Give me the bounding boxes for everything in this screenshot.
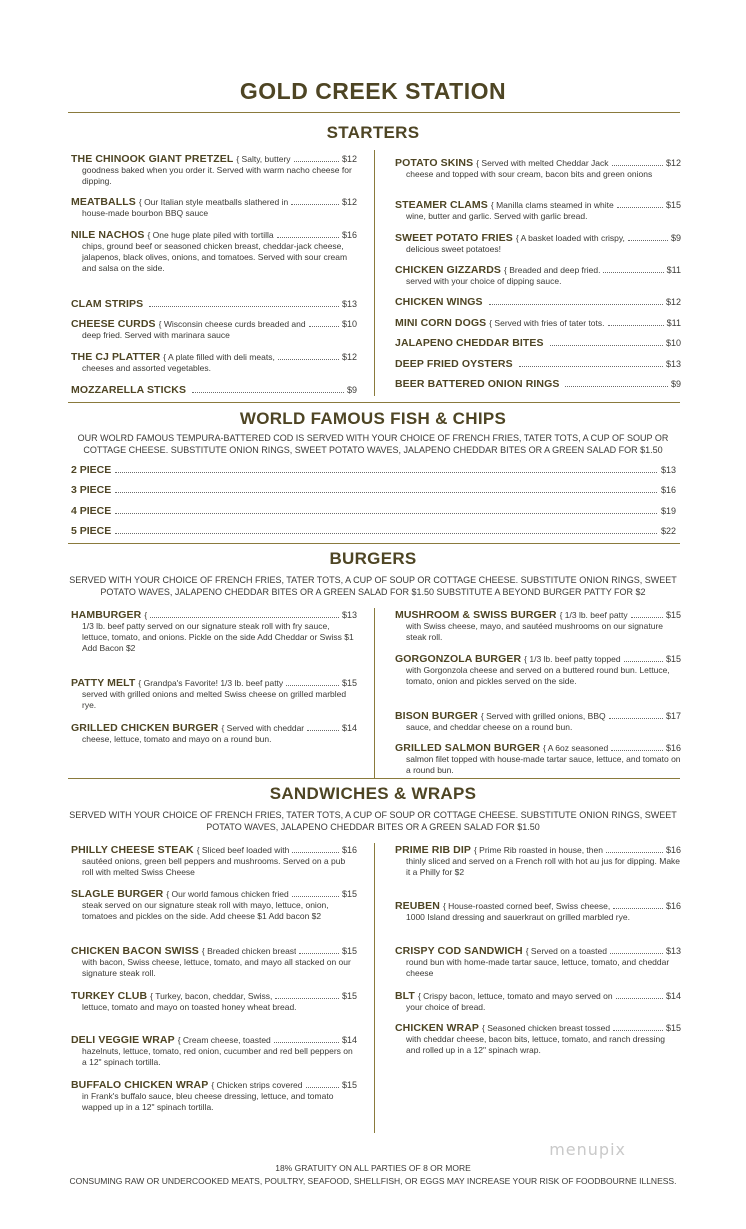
item-lead-text: { House-roasted corned beef, Swiss cheese, bbox=[442, 901, 611, 911]
item-price: $13 bbox=[665, 359, 681, 369]
item-name: SWEET POTATO FRIES bbox=[395, 232, 513, 244]
item-description: goodness baked when you order it. Served with warm nacho cheese for dipping. bbox=[82, 165, 352, 186]
item-price: $13 bbox=[665, 946, 681, 956]
item-description: served with grilled onions and melted Swiss cheese on grilled marbled rye. bbox=[82, 689, 347, 710]
menu-item bbox=[395, 297, 681, 308]
item-name: GRILLED SALMON BURGER bbox=[395, 742, 541, 754]
item-name: HAMBURGER bbox=[71, 609, 142, 621]
item-description: sauce, and cheddar cheese on a round bun. bbox=[406, 722, 573, 732]
item-price: $16 bbox=[665, 845, 681, 855]
leader-dots bbox=[608, 325, 664, 326]
leader-dots bbox=[609, 718, 663, 719]
item-name: THE CJ PLATTER bbox=[71, 351, 161, 363]
fish-item-name: 5 PIECE bbox=[71, 525, 112, 537]
menu-item bbox=[71, 845, 357, 878]
burgers-heading: BURGERS bbox=[329, 549, 417, 568]
item-lead-text: { A 6oz seasoned bbox=[543, 743, 609, 753]
leader-dots bbox=[274, 1042, 339, 1043]
leader-dots bbox=[307, 730, 339, 731]
item-name: BISON BURGER bbox=[395, 710, 478, 722]
item-description: house-made bourbon BBQ sauce bbox=[82, 208, 209, 218]
item-description: 1000 Island dressing and sauerkraut on grilled marbled rye. bbox=[406, 912, 630, 922]
item-price: $11 bbox=[666, 318, 681, 328]
item-price: $15 bbox=[341, 946, 357, 956]
column-divider bbox=[374, 150, 375, 396]
item-name: NILE NACHOS bbox=[71, 229, 145, 241]
item-name: GRILLED CHICKEN BURGER bbox=[71, 722, 219, 734]
item-name: BEER BATTERED ONION RINGS bbox=[395, 378, 560, 390]
leader-dots bbox=[292, 896, 339, 897]
page-title: GOLD CREEK STATION bbox=[239, 78, 507, 104]
item-name: STEAMER CLAMS bbox=[395, 199, 488, 211]
menu-item bbox=[71, 946, 357, 979]
menu-item bbox=[71, 352, 357, 374]
leader-dots bbox=[610, 953, 663, 954]
item-price: $12 bbox=[341, 197, 357, 207]
menu-item bbox=[71, 197, 357, 219]
item-name: CHEESE CURDS bbox=[71, 318, 156, 330]
item-name: TURKEY CLUB bbox=[71, 990, 148, 1002]
menu-item bbox=[395, 379, 681, 390]
item-name: JALAPENO CHEDDAR BITES bbox=[395, 337, 544, 349]
leader-dots bbox=[628, 240, 668, 241]
leader-dots bbox=[624, 661, 663, 662]
menu-item bbox=[395, 743, 681, 776]
item-lead-text: { Crispy bacon, lettuce, tomato and mayo served on bbox=[417, 991, 613, 1001]
menu-item bbox=[71, 385, 357, 396]
item-name: BLT bbox=[395, 990, 415, 1002]
item-name: THE CHINOOK GIANT PRETZEL bbox=[71, 153, 234, 165]
leader-dots bbox=[299, 953, 339, 954]
fish-item-price: $16 bbox=[660, 485, 676, 495]
item-price: $12 bbox=[341, 352, 357, 362]
item-price: $15 bbox=[341, 991, 357, 1001]
menu-item bbox=[395, 158, 681, 180]
leader-dots bbox=[612, 165, 663, 166]
item-price: $12 bbox=[665, 297, 681, 307]
item-description: thinly sliced and served on a French roll with hot au jus for dipping. Make it a Philly for $2 bbox=[406, 856, 681, 877]
item-name: MEATBALLS bbox=[71, 196, 136, 208]
item-name: PRIME RIB DIP bbox=[395, 844, 471, 856]
item-description: with Gorgonzola cheese and served on a buttered round bun. Lettuce, tomato, onion and pickles served on the side. bbox=[406, 665, 670, 686]
item-price: $12 bbox=[341, 154, 357, 164]
sandwiches-heading: SANDWICHES & WRAPS bbox=[269, 784, 477, 803]
item-description: salmon filet topped with house-made tartar sauce, lettuce, and tomato on a round bun. bbox=[406, 754, 681, 775]
watermark-logo: menupix bbox=[549, 1140, 626, 1159]
menu-item bbox=[395, 338, 681, 349]
item-price: $14 bbox=[341, 1035, 357, 1045]
item-name: SLAGLE BURGER bbox=[71, 888, 164, 900]
menu-item bbox=[395, 991, 681, 1013]
item-name: MOZZARELLA STICKS bbox=[71, 384, 187, 396]
leader-dots bbox=[309, 326, 339, 327]
item-lead-text: { Breaded and deep fried. bbox=[504, 265, 601, 275]
item-description: delicious sweet potatoes! bbox=[406, 244, 501, 254]
item-lead-text: { Wisconsin cheese curds breaded and bbox=[158, 319, 306, 329]
fish-item bbox=[71, 464, 676, 476]
item-description: with Swiss cheese, mayo, and sautéed mushrooms on our signature steak roll. bbox=[406, 621, 664, 642]
menu-item bbox=[395, 654, 681, 687]
item-description: lettuce, tomato and mayo on toasted honey wheat bread. bbox=[82, 1002, 297, 1012]
item-lead-text: { Grandpa's Favorite! 1/3 lb. beef patty bbox=[138, 678, 284, 688]
item-lead-text: { Manilla clams steamed in white bbox=[490, 200, 614, 210]
item-name: CHICKEN WRAP bbox=[395, 1022, 480, 1034]
divider bbox=[68, 543, 680, 544]
menu-item bbox=[71, 889, 357, 922]
menu-item bbox=[71, 230, 357, 274]
item-lead-text: { Served on a toasted bbox=[525, 946, 607, 956]
item-description: steak served on our signature steak roll with mayo, lettuce, onion, tomatoes and pickles on the side. Add cheese $1 Add bacon $2 bbox=[82, 900, 329, 921]
leader-dots bbox=[613, 1030, 663, 1031]
item-price: $16 bbox=[341, 230, 357, 240]
leader-dots bbox=[192, 392, 344, 393]
item-name: REUBEN bbox=[395, 900, 440, 912]
item-description: hazelnuts, lettuce, tomato, red onion, cucumber and red bell peppers on a 12" spinach tortilla. bbox=[82, 1046, 353, 1067]
item-price: $15 bbox=[665, 1023, 681, 1033]
menu-item bbox=[71, 991, 357, 1013]
item-price: $14 bbox=[341, 723, 357, 733]
item-description: with cheddar cheese, bacon bits, lettuce, tomato, and ranch dressing and rolled up in a 12" spinach wrap. bbox=[406, 1034, 665, 1055]
item-price: $15 bbox=[665, 654, 681, 664]
item-lead-text: { Served with fries of tater tots. bbox=[489, 318, 605, 328]
fish-item bbox=[71, 525, 676, 537]
column-divider bbox=[374, 608, 375, 778]
fish-item-name: 2 PIECE bbox=[71, 464, 112, 476]
health-warning: CONSUMING RAW OR UNDERCOOKED MEATS, POULTRY, SEAFOOD, SHELLFISH, OR EGGS MAY INCREASE YOUR RISK OF FOODBOURNE ILLNESS. bbox=[69, 1176, 677, 1186]
item-lead-text: { 1/3 lb. beef patty bbox=[559, 610, 628, 620]
item-description: in Frank's buffalo sauce, bleu cheese dressing, lettuce, and tomato wapped up in a 12" spinach tortilla. bbox=[82, 1091, 334, 1112]
item-name: BUFFALO CHICKEN WRAP bbox=[71, 1079, 209, 1091]
leader-dots bbox=[115, 533, 657, 534]
item-lead-text: { Chicken strips covered bbox=[211, 1080, 303, 1090]
item-price: $11 bbox=[666, 265, 681, 275]
fish-item-price: $19 bbox=[660, 506, 676, 516]
item-lead-text: { Seasoned chicken breast tossed bbox=[482, 1023, 611, 1033]
item-price: $16 bbox=[341, 845, 357, 855]
item-price: $16 bbox=[665, 743, 681, 753]
leader-dots bbox=[292, 852, 339, 853]
item-description: sautéed onions, green bell peppers and mushrooms. Served on a pub roll with melted Swiss Cheese bbox=[82, 856, 346, 877]
fish-item-price: $13 bbox=[660, 465, 676, 475]
fish-item bbox=[71, 505, 676, 517]
leader-dots bbox=[277, 237, 339, 238]
item-price: $15 bbox=[665, 200, 681, 210]
fish-item bbox=[71, 484, 676, 496]
item-price: $9 bbox=[346, 385, 357, 395]
leader-dots bbox=[275, 998, 339, 999]
leader-dots bbox=[519, 366, 663, 367]
item-lead-text: { Salty, buttery bbox=[236, 154, 291, 164]
leader-dots bbox=[286, 685, 339, 686]
item-price: $15 bbox=[341, 678, 357, 688]
item-price: $12 bbox=[665, 158, 681, 168]
item-name: CHICKEN GIZZARDS bbox=[395, 264, 502, 276]
menu-item bbox=[395, 265, 681, 287]
item-lead-text: { 1/3 lb. beef patty topped bbox=[524, 654, 621, 664]
leader-dots bbox=[603, 272, 663, 273]
item-price: $9 bbox=[670, 379, 681, 389]
menu-item bbox=[395, 318, 681, 329]
leader-dots bbox=[306, 1087, 339, 1088]
leader-dots bbox=[616, 998, 663, 999]
leader-dots bbox=[550, 345, 663, 346]
fish-item-name: 3 PIECE bbox=[71, 484, 112, 496]
divider bbox=[68, 112, 680, 113]
divider bbox=[68, 778, 680, 779]
item-lead-text: { A basket loaded with crispy, bbox=[515, 233, 625, 243]
fish-item-price: $22 bbox=[660, 526, 676, 536]
sandwiches-description: SERVED WITH YOUR CHOICE OF FRENCH FRIES, TATER TOTS, A CUP OF SOUP OR COTTAGE CHEESE. SUBSTITUTE ONION RINGS, SWEET POTATO WAVES, JALAPENO CHEDDAR BITES OR A GREEN SALAD FOR $1.50 bbox=[69, 810, 677, 832]
item-lead-text: { Prime Rib roasted in house, then bbox=[473, 845, 603, 855]
item-description: chips, ground beef or seasoned chicken breast, cheddar-jack cheese, jalapenos, black olives, onions, and tomatoes. Served with sour cream and salsa on the side. bbox=[82, 241, 348, 273]
leader-dots bbox=[611, 750, 663, 751]
item-lead-text: { Our Italian style meatballs slathered in bbox=[138, 197, 289, 207]
item-description: your choice of bread. bbox=[406, 1002, 486, 1012]
fish-description: OUR WOLRD FAMOUS TEMPURA-BATTERED COD IS SERVED WITH YOUR CHOICE OF FRENCH FRIES, TATER TOTS, A CUP OF SOUP OR COTTAGE CHEESE. SUBSTITUTE ONION RINGS, SWEET POTATO WAVES, JALAPENO CHEDDAR BITES OR A GREEN SALAD FOR $1.50 bbox=[77, 433, 669, 455]
leader-dots bbox=[150, 617, 339, 618]
item-name: CHICKEN BACON SWISS bbox=[71, 945, 199, 957]
item-lead-text: { Sliced beef loaded with bbox=[196, 845, 290, 855]
menu-item bbox=[395, 946, 681, 979]
starters-heading: STARTERS bbox=[326, 123, 420, 142]
leader-dots bbox=[489, 304, 663, 305]
item-name: DELI VEGGIE WRAP bbox=[71, 1034, 175, 1046]
leader-dots bbox=[115, 492, 657, 493]
item-description: with bacon, Swiss cheese, lettuce, tomato, and mayo all stacked on our signature steak roll. bbox=[82, 957, 351, 978]
menu-item bbox=[71, 723, 357, 745]
menu-item bbox=[395, 200, 681, 222]
item-price: $15 bbox=[665, 610, 681, 620]
item-description: 1/3 lb. beef patty served on our signature steak roll with fry sauce, lettuce, tomato, and onions. Pickle on the side Add Cheddar or Swiss $1 Add Bacon $2 bbox=[82, 621, 354, 653]
leader-dots bbox=[291, 204, 339, 205]
menu-item bbox=[395, 610, 681, 643]
item-name: POTATO SKINS bbox=[395, 157, 474, 169]
item-price: $13 bbox=[341, 610, 357, 620]
item-name: DEEP FRIED OYSTERS bbox=[395, 358, 513, 370]
item-name: MUSHROOM & SWISS BURGER bbox=[395, 609, 557, 621]
item-lead-text: { Served with cheddar bbox=[221, 723, 305, 733]
item-name: CHICKEN WINGS bbox=[395, 296, 483, 308]
item-price: $10 bbox=[665, 338, 681, 348]
item-lead-text: { Breaded chicken breast bbox=[201, 946, 297, 956]
item-price: $13 bbox=[341, 299, 357, 309]
item-name: GORGONZOLA BURGER bbox=[395, 653, 522, 665]
item-price: $16 bbox=[665, 901, 681, 911]
menu-item bbox=[71, 299, 357, 310]
menu-item bbox=[395, 711, 681, 733]
item-lead-text: { Served with melted Cheddar Jack bbox=[476, 158, 609, 168]
item-lead-text: { bbox=[144, 610, 148, 620]
item-lead-text: { Cream cheese, toasted bbox=[177, 1035, 271, 1045]
fish-heading: WORLD FAMOUS FISH & CHIPS bbox=[239, 409, 507, 428]
item-price: $14 bbox=[665, 991, 681, 1001]
leader-dots bbox=[606, 852, 663, 853]
leader-dots bbox=[613, 908, 663, 909]
fish-item-name: 4 PIECE bbox=[71, 505, 112, 517]
divider bbox=[68, 402, 680, 403]
item-name: CRISPY COD SANDWICH bbox=[395, 945, 523, 957]
item-description: deep fried. Served with marinara sauce bbox=[82, 330, 230, 340]
menu-item bbox=[71, 610, 357, 654]
item-description: cheese, lettuce, tomato and mayo on a round bun. bbox=[82, 734, 272, 744]
menu-item bbox=[395, 901, 681, 923]
gratuity-note: 18% GRATUITY ON ALL PARTIES OF 8 OR MORE bbox=[275, 1163, 471, 1173]
menu-item bbox=[395, 1023, 681, 1056]
column-divider bbox=[374, 843, 375, 1133]
item-name: CLAM STRIPS bbox=[71, 298, 144, 310]
item-description: cheeses and assorted vegetables. bbox=[82, 363, 212, 373]
menu-item bbox=[71, 154, 357, 187]
item-description: cheese and topped with sour cream, bacon bits and green onions bbox=[406, 169, 653, 179]
menu-item bbox=[71, 1080, 357, 1113]
item-description: served with your choice of dipping sauce. bbox=[406, 276, 562, 286]
menu-item bbox=[395, 233, 681, 255]
item-lead-text: { Turkey, bacon, cheddar, Swiss, bbox=[150, 991, 273, 1001]
burgers-description: SERVED WITH YOUR CHOICE OF FRENCH FRIES, TATER TOTS, A CUP OF SOUP OR COTTAGE CHEESE. SUBSTITUTE ONION RINGS, SWEET POTATO WAVES, JALAPENO CHEDDAR BITES OR A GREEN SALAD FOR $1.50 SUBSTITUTE A BEYOND BURGER PATTY FOR $2 bbox=[69, 575, 677, 597]
menu-item bbox=[71, 319, 357, 341]
leader-dots bbox=[115, 513, 657, 514]
leader-dots bbox=[149, 306, 339, 307]
item-lead-text: { Our world famous chicken fried bbox=[166, 889, 289, 899]
leader-dots bbox=[294, 161, 339, 162]
leader-dots bbox=[565, 386, 668, 387]
leader-dots bbox=[631, 617, 663, 618]
menu-item bbox=[395, 359, 681, 370]
menu-item bbox=[71, 678, 357, 711]
item-price: $15 bbox=[341, 1080, 357, 1090]
item-description: wine, butter and garlic. Served with garlic bread. bbox=[406, 211, 588, 221]
item-name: PATTY MELT bbox=[71, 677, 136, 689]
menu-item bbox=[71, 1035, 357, 1068]
item-description: round bun with home-made tartar sauce, lettuce, tomato, and cheddar cheese bbox=[406, 957, 670, 978]
leader-dots bbox=[278, 359, 339, 360]
item-name: PHILLY CHEESE STEAK bbox=[71, 844, 194, 856]
item-name: MINI CORN DOGS bbox=[395, 317, 487, 329]
item-lead-text: { One huge plate piled with tortilla bbox=[147, 230, 274, 240]
item-price: $17 bbox=[665, 711, 681, 721]
item-price: $10 bbox=[341, 319, 357, 329]
menu-item bbox=[395, 845, 681, 878]
item-price: $9 bbox=[670, 233, 681, 243]
leader-dots bbox=[115, 472, 657, 473]
item-lead-text: { Served with grilled onions, BBQ bbox=[480, 711, 606, 721]
item-lead-text: { A plate filled with deli meats, bbox=[163, 352, 275, 362]
leader-dots bbox=[617, 207, 663, 208]
item-price: $15 bbox=[341, 889, 357, 899]
